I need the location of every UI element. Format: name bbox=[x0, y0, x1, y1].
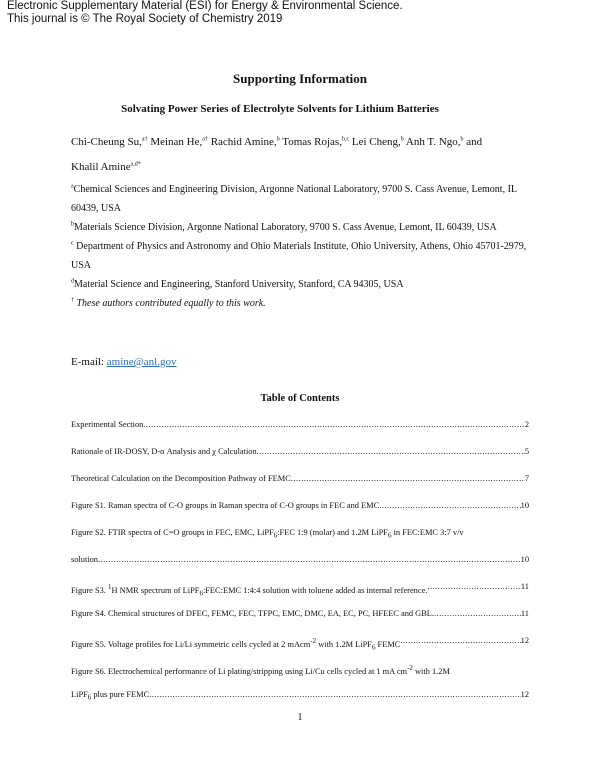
author-name: Tomas Rojas, bbox=[279, 136, 342, 148]
paper-subtitle: Solvating Power Series of Electrolyte Solvents for Lithium Batteries bbox=[121, 103, 439, 115]
toc-leader bbox=[291, 472, 525, 486]
author-sup: b bbox=[460, 136, 464, 143]
toc-entry[interactable] bbox=[71, 634, 529, 661]
affiliation-marker: a bbox=[71, 183, 74, 190]
toc-page-number: 2 bbox=[524, 420, 529, 429]
superscript: -2 bbox=[407, 664, 413, 672]
toc-leader bbox=[427, 580, 521, 594]
subscript: 6 bbox=[371, 643, 376, 652]
toc-entry-text bbox=[71, 580, 427, 600]
toc-page-number: 7 bbox=[524, 474, 529, 483]
author-name: Lei Cheng, bbox=[349, 136, 401, 148]
toc-text-part: Calculation bbox=[215, 447, 257, 456]
subscript: 6 bbox=[273, 531, 278, 540]
author-name: Chi-Cheung Su, bbox=[71, 136, 142, 148]
toc-entry[interactable] bbox=[71, 472, 529, 499]
note-text: These authors contributed equally to this work. bbox=[74, 298, 266, 309]
toc-entry[interactable] bbox=[71, 445, 529, 472]
toc-entry-text bbox=[71, 634, 400, 654]
toc-page-number: 11 bbox=[520, 609, 529, 618]
toc-page-number: 10 bbox=[520, 501, 529, 510]
toc-text-part: :FEC:EMC 1:4:4 solution with toluene added as internal reference. bbox=[202, 585, 428, 595]
toc-page-number: 11 bbox=[520, 582, 529, 591]
author-sup: b,c bbox=[341, 136, 350, 143]
author-name: Meinan He, bbox=[147, 136, 203, 148]
toc-leader bbox=[143, 418, 524, 432]
toc-leader bbox=[149, 688, 520, 702]
toc-text-part: in FEC:EMC 3:7 v/v bbox=[391, 528, 464, 537]
page-number: 1 bbox=[297, 712, 303, 723]
toc-title: Table of Contents bbox=[260, 393, 340, 404]
affiliation-text: Chemical Sciences and Engineering Division, Argonne National Laboratory, 9700 S. Cass Avenue, Lemont, IL 60439, USA bbox=[71, 184, 517, 214]
toc-text-part: with 1.2M bbox=[412, 666, 450, 676]
toc-entry-text bbox=[71, 661, 450, 679]
toc-text-part: FEMC bbox=[375, 639, 401, 649]
affiliation-text: Material Science and Engineering, Stanford University, Stanford, CA 94305, USA bbox=[74, 279, 404, 290]
header-line-2: This journal is © The Royal Society of Chemistry 2019 bbox=[7, 13, 283, 25]
affiliation-marker: d bbox=[71, 278, 74, 285]
toc-entry-text: Figure S4. Chemical structures of DFEC, FEMC, FEC, TFPC, EMC, DMC, EA, EC, PC, HFEEC and GBL. bbox=[71, 609, 435, 618]
chi-symbol: χ bbox=[212, 447, 216, 456]
affiliation-text: Department of Physics and Astronomy and Ohio Materials Institute, Ohio University, Athens, Ohio 45701-2979, USA bbox=[71, 241, 527, 271]
toc-entry[interactable] bbox=[71, 580, 529, 607]
affiliation-marker: b bbox=[71, 221, 74, 228]
subscript: 6 bbox=[199, 589, 203, 598]
toc-text-part: LiPF bbox=[71, 690, 88, 699]
equal-contribution-note bbox=[71, 294, 531, 313]
author-sup: a,d* bbox=[130, 161, 141, 168]
toc-entry[interactable] bbox=[71, 607, 529, 634]
toc-leader bbox=[400, 634, 520, 648]
toc-entry-line-1[interactable] bbox=[71, 526, 529, 553]
toc-text-part: Figure S6. Electrochemical performance of Li plating/stripping using Li/Cu cells cycled at 1 mA cm bbox=[71, 666, 408, 676]
toc-entry-line-2[interactable] bbox=[71, 688, 529, 715]
author-name: Anh T. Ngo, bbox=[403, 136, 461, 148]
author-and: and bbox=[463, 136, 483, 148]
subscript: 6 bbox=[387, 531, 392, 540]
email-label: E-mail: bbox=[71, 356, 107, 368]
author-name: Rachid Amine, bbox=[207, 136, 277, 148]
toc-text-part: Figure S3. bbox=[71, 585, 108, 595]
note-marker: † bbox=[71, 297, 74, 304]
toc-text-part: with 1.2M LiPF bbox=[316, 639, 372, 649]
header-line-1: Electronic Supplementary Material (ESI) for Energy & Environmental Science. bbox=[7, 0, 403, 12]
affiliation-d bbox=[71, 275, 531, 294]
toc-entry-line-1[interactable] bbox=[71, 661, 529, 688]
toc-leader bbox=[98, 553, 521, 567]
toc-entry-text bbox=[71, 688, 149, 705]
toc-text-part: Figure S2. FTIR spectra of C=O groups in FEC, EMC, LiPF bbox=[71, 528, 274, 537]
toc-text-part: :FEC 1:9 (molar) and 1.2M LiPF bbox=[277, 528, 388, 537]
affiliation-marker: c bbox=[71, 240, 74, 247]
toc-entry-text: Experimental Section bbox=[71, 420, 144, 429]
author-sup: b bbox=[400, 136, 404, 143]
superscript: 1 bbox=[108, 583, 112, 591]
table-of-contents bbox=[71, 418, 529, 715]
toc-page-number: 5 bbox=[524, 447, 529, 456]
affiliation-text: Materials Science Division, Argonne National Laboratory, 9700 S. Cass Avenue, Lemont, IL 60439, USA bbox=[74, 222, 497, 233]
email-link[interactable]: amine@anl.gov bbox=[106, 356, 177, 368]
affiliations bbox=[71, 180, 531, 313]
superscript: -2 bbox=[310, 637, 317, 645]
toc-page-number: 12 bbox=[520, 690, 529, 699]
toc-entry-text bbox=[71, 526, 464, 543]
author-sup: b bbox=[276, 136, 280, 143]
toc-page-number: 10 bbox=[520, 555, 529, 564]
toc-entry-text: Theoretical Calculation on the Decomposition Pathway of FEMC bbox=[71, 474, 291, 483]
toc-entry-text: Figure S1. Raman spectra of C-O groups in Raman spectra of C-O groups in FEC and EMC bbox=[71, 501, 380, 510]
toc-page-number: 12 bbox=[520, 636, 529, 645]
toc-text-part: Rationale of IR-DOSY, D-α Analysis and bbox=[71, 447, 213, 456]
affiliation-c bbox=[71, 237, 531, 275]
author-list bbox=[71, 130, 531, 180]
affiliation-a bbox=[71, 180, 531, 218]
journal-header bbox=[7, 0, 403, 26]
toc-leader bbox=[257, 445, 525, 459]
toc-text-part: Figure S5. Voltage profiles for Li/Li symmetric cells cycled at 2 mAcm bbox=[71, 639, 311, 649]
affiliation-b bbox=[71, 218, 531, 237]
toc-entry-text bbox=[71, 445, 257, 459]
toc-text-part: plus pure FEMC bbox=[91, 690, 150, 699]
toc-text-part: H NMR spectrum of LiPF bbox=[111, 585, 200, 595]
toc-entry[interactable] bbox=[71, 418, 529, 445]
author-sup: a† bbox=[202, 136, 208, 143]
contact-email bbox=[71, 356, 176, 368]
toc-leader bbox=[379, 499, 520, 513]
toc-leader bbox=[434, 607, 521, 621]
subscript: 6 bbox=[87, 693, 92, 702]
toc-entry-text: solution bbox=[71, 555, 98, 564]
author-name: Khalil Amine bbox=[71, 161, 131, 173]
toc-entry-line-2[interactable] bbox=[71, 553, 529, 580]
author-sup: a† bbox=[141, 136, 148, 143]
page-title: Supporting Information bbox=[233, 71, 367, 86]
toc-entry[interactable] bbox=[71, 499, 529, 526]
